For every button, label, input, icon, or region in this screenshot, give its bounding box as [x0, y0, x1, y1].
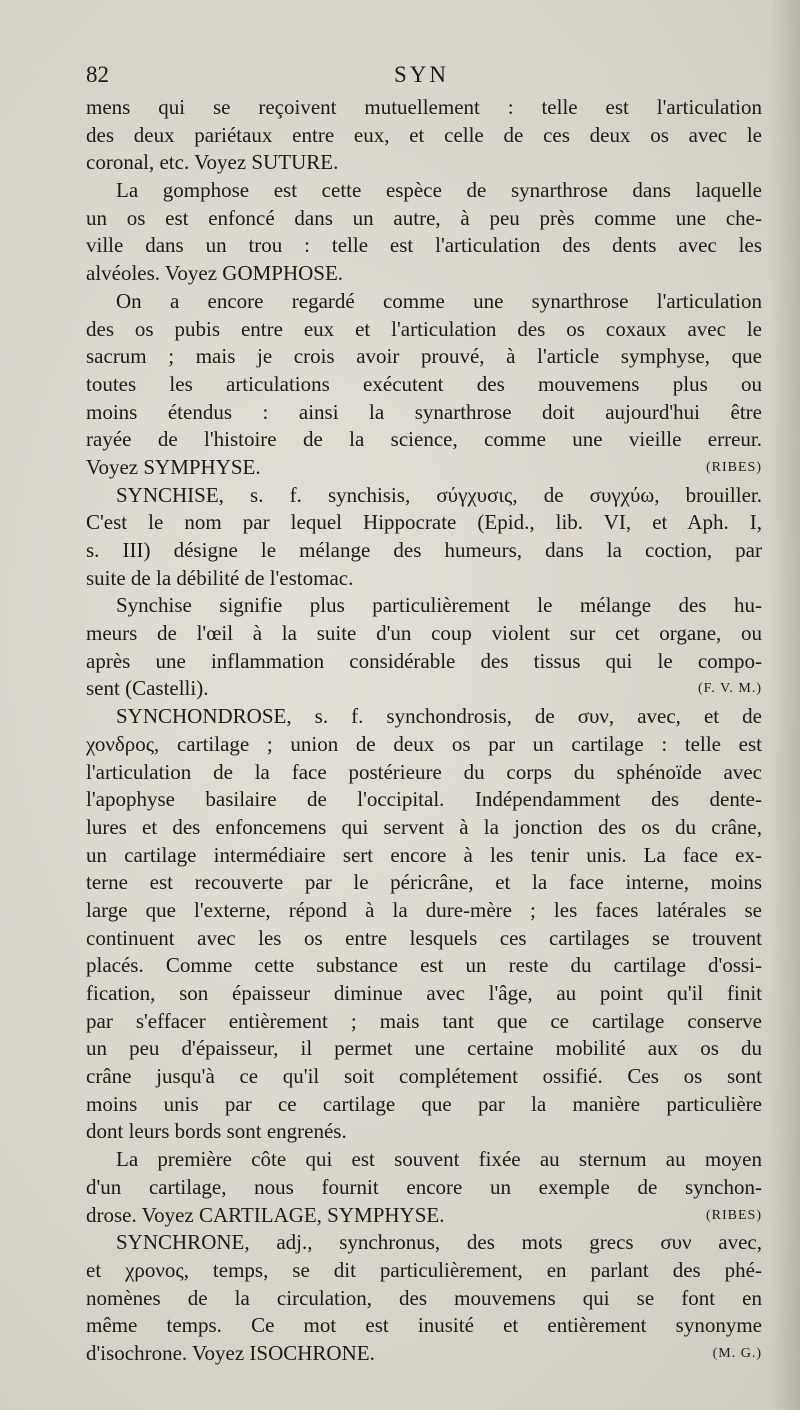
page-header	[86, 62, 762, 90]
text-line-content: meurs de l'œil à la suite d'un coup violent sur cet organe, ou	[86, 621, 762, 646]
text-line-content: sent (Castelli).	[86, 676, 209, 701]
text-line	[86, 260, 762, 288]
text-line-content: SYNCHISE, s. f. synchisis, σύγχυσις, de συγχύω, brouiller.	[116, 482, 762, 507]
page-number: 82	[86, 62, 109, 87]
text-line-content: χονδρος, cartilage ; union de deux os par un cartilage : telle est	[86, 731, 762, 756]
text-line	[86, 1312, 762, 1340]
text-line-content: nomènes de la circulation, des mouvemens qui se font en	[86, 1285, 762, 1310]
text-line	[86, 731, 762, 759]
text-line	[86, 1118, 762, 1146]
text-line-content: un peu d'épaisseur, il permet une certaine mobilité aux os du	[86, 1036, 762, 1061]
text-line-content: après une inflammation considérable des tissus qui le compo-	[86, 648, 762, 673]
text-line-content: alvéoles. Voyez GOMPHOSE.	[86, 261, 344, 286]
text-line	[86, 1035, 762, 1063]
text-line-content: des os pubis entre eux et l'articulation des os coxaux avec le	[86, 316, 762, 341]
text-line	[86, 316, 762, 344]
text-line-content: par s'effacer entièrement ; mais tant que ce cartilage conserve	[86, 1008, 762, 1033]
text-line-content: mens qui se reçoivent mutuellement : telle est l'articulation	[86, 95, 762, 119]
text-line	[86, 648, 762, 676]
text-line	[86, 592, 762, 620]
text-line-content: d'isochrone. Voyez ISOCHRONE.	[86, 1340, 375, 1365]
text-line-content: SYNCHRONE, adj., synchronus, des mots grecs συν avec,	[116, 1230, 762, 1255]
text-line	[86, 482, 762, 510]
text-line-content: s. III) désigne le mélange des humeurs, dans la coction, par	[86, 538, 762, 562]
text-line	[86, 814, 762, 842]
text-line	[86, 1091, 762, 1119]
author-signature: (F. V. M.)	[698, 681, 762, 697]
text-line	[86, 232, 762, 260]
text-line	[86, 925, 762, 953]
text-line-content: terne est recouverte par le péricrâne, et la face interne, moins	[86, 870, 762, 895]
text-line	[86, 1340, 762, 1368]
text-line	[86, 343, 762, 371]
text-line	[86, 620, 762, 648]
text-line	[86, 1174, 762, 1202]
text-line-content: lures et des enfoncemens qui servent à la jonction des os du crâne,	[86, 814, 762, 839]
text-line	[86, 980, 762, 1008]
text-line-content: coronal, etc. Voyez SUTURE.	[86, 150, 339, 175]
text-line-content: La gomphose est cette espèce de synarthrose dans laquelle	[116, 178, 762, 203]
text-line	[86, 786, 762, 814]
text-line-content: La première côte qui est souvent fixée au sternum au moyen	[116, 1147, 762, 1172]
text-line-content: Synchise signifie plus particulièrement le mélange des hu-	[116, 593, 762, 618]
text-line-content: l'articulation de la face postérieure du corps du sphénoïde avec	[86, 759, 762, 784]
text-line-content: moins unis par ce cartilage que par la manière particulière	[86, 1091, 762, 1116]
text-line	[86, 1285, 762, 1313]
text-line	[86, 1063, 762, 1091]
text-line	[86, 675, 762, 703]
running-head: SYN	[394, 62, 450, 87]
text-line-content: drose. Voyez CARTILAGE, SYMPHYSE.	[86, 1202, 445, 1227]
text-line-content: suite de la débilité de l'estomac.	[86, 565, 354, 590]
text-line-content: continuent avec les os entre lesquels ces cartilages se trouvent	[86, 925, 762, 950]
text-line-content: Voyez SYMPHYSE.	[86, 454, 261, 479]
text-line-content: l'apophyse basilaire de l'occipital. Indépendamment des dente-	[86, 787, 762, 812]
author-signature: (RIBES)	[706, 1207, 762, 1223]
text-line-content: d'un cartilage, nous fournit encore un exemple de synchon-	[86, 1174, 762, 1199]
text-line	[86, 509, 762, 537]
text-line	[86, 1257, 762, 1285]
text-line	[86, 288, 762, 316]
page-edge-shadow	[770, 0, 800, 1410]
text-line-content: un os est enfoncé dans un autre, à peu près comme une che-	[86, 205, 762, 230]
text-line	[86, 1008, 762, 1036]
text-line	[86, 399, 762, 427]
text-line	[86, 759, 762, 787]
text-line	[86, 205, 762, 233]
text-line-content: fication, son épaisseur diminue avec l'âge, au point qu'il finit	[86, 981, 762, 1005]
text-line-content: sacrum ; mais je crois avoir prouvé, à l'article symphyse, que	[86, 344, 762, 369]
text-line	[86, 565, 762, 593]
text-line-content: large que l'externe, répond à la dure-mère ; les faces latérales se	[86, 897, 762, 922]
text-line-content: des deux pariétaux entre eux, et celle de ces deux os avec le	[86, 122, 762, 147]
text-line	[86, 842, 762, 870]
text-line-content: même temps. Ce mot est inusité et entièrement synonyme	[86, 1313, 762, 1338]
author-signature: (RIBES)	[706, 459, 762, 475]
text-line	[86, 952, 762, 980]
text-line	[86, 426, 762, 454]
text-line	[86, 1229, 762, 1257]
text-line-content: rayée de l'histoire de la science, comme une vieille erreur.	[86, 427, 762, 452]
text-line	[86, 897, 762, 925]
text-line	[86, 149, 762, 177]
text-line	[86, 122, 762, 150]
text-line-content: placés. Comme cette substance est un reste du cartilage d'ossi-	[86, 953, 762, 978]
text-line	[86, 1146, 762, 1174]
text-line-content: C'est le nom par lequel Hippocrate (Epid., lib. VI, et Aph. I,	[86, 510, 762, 535]
text-line	[86, 869, 762, 897]
text-line-content: un cartilage intermédiaire sert encore à les tenir unis. La face ex-	[86, 842, 762, 867]
text-line	[86, 1202, 762, 1230]
text-line	[86, 537, 762, 565]
text-line	[86, 454, 762, 482]
text-line	[86, 177, 762, 205]
text-line-content: moins étendus : ainsi la synarthrose doit aujourd'hui être	[86, 399, 762, 424]
text-line-content: crâne jusqu'à ce qu'il soit complétement ossifié. Ces os sont	[86, 1064, 762, 1089]
text-line	[86, 371, 762, 399]
text-line-content: ville dans un trou : telle est l'articulation des dents avec les	[86, 233, 762, 258]
text-line-content: On a encore regardé comme une synarthrose l'articulation	[116, 288, 762, 313]
text-line-content: toutes les articulations exécutent des mouvemens plus ou	[86, 371, 762, 396]
text-line	[86, 94, 762, 122]
body-text	[86, 94, 762, 1368]
text-line-content: dont leurs bords sont engrenés.	[86, 1119, 347, 1144]
text-line-content: SYNCHONDROSE, s. f. synchondrosis, de συν, avec, et de	[116, 704, 762, 729]
text-line	[86, 703, 762, 731]
text-line-content: et χρονος, temps, se dit particulièrement, en parlant des phé-	[86, 1257, 762, 1282]
author-signature: (M. G.)	[712, 1345, 762, 1361]
